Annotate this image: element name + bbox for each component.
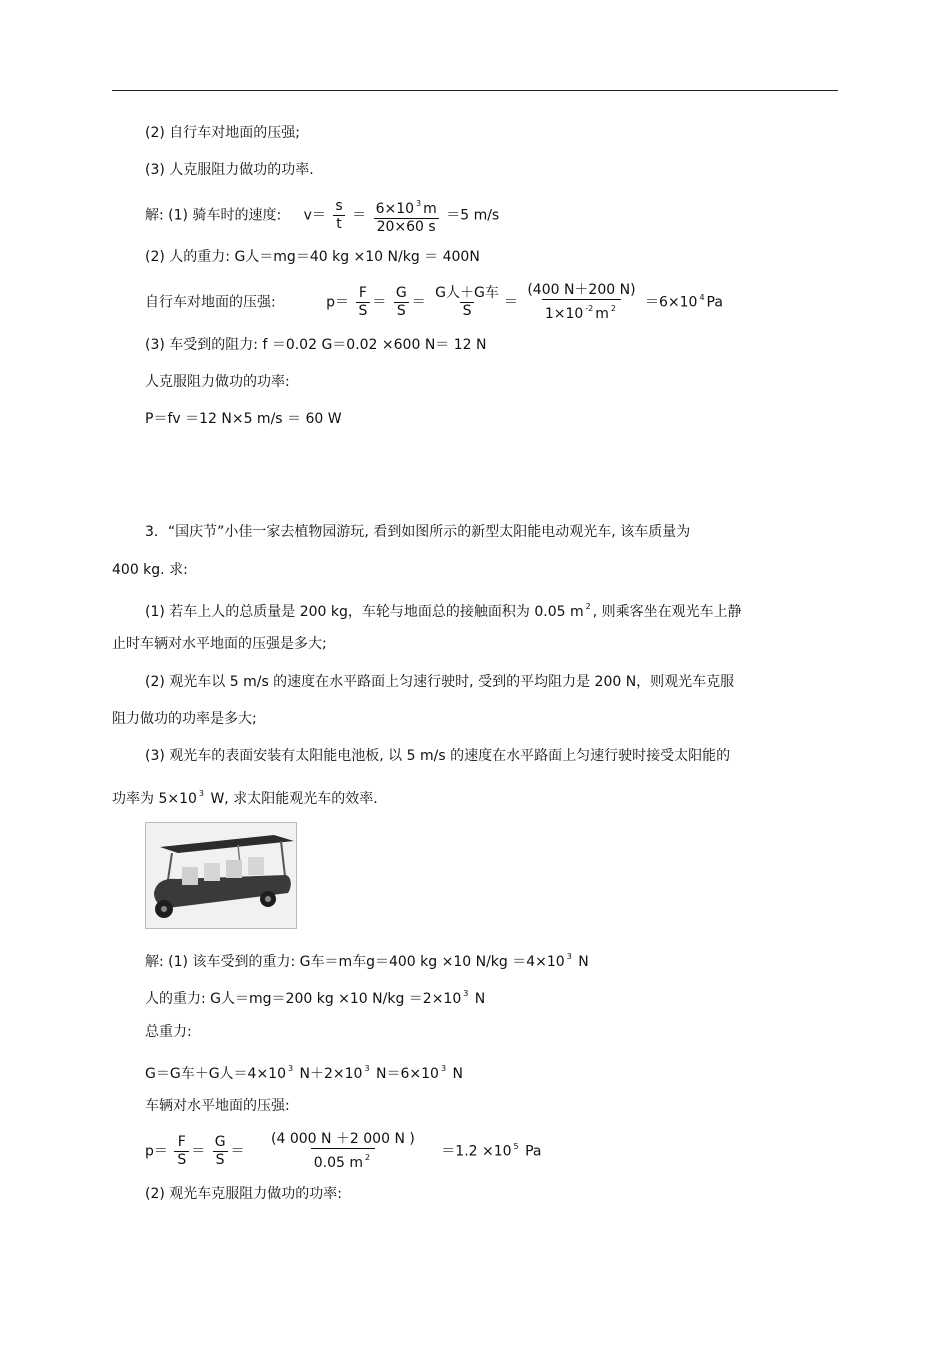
sol3-car-weight: 解: (1) 该车受到的重力: G车＝m车g＝400 kg ×10 N/kg ＝4×10 $^3$ N bbox=[145, 952, 589, 970]
sol3-total-label: 总重力: bbox=[145, 1024, 192, 1040]
solar-cart-image bbox=[145, 822, 297, 929]
sol2-power-label: 人克服阻力做功的功率: bbox=[145, 374, 290, 390]
sol3-pressure-label: 车辆对水平地面的压强: bbox=[145, 1098, 290, 1114]
fraction-gsum-s: $\frac{\text{G人＋G车}}{S}$ bbox=[435, 285, 499, 319]
sol3-total: G＝G车＋G人＝4×10 $^3$ N＋2×10 $^3$ N＝6×10 $^3$ N bbox=[145, 1064, 463, 1082]
speed-result: ＝5 m/s bbox=[446, 207, 500, 224]
sol2-speed-line: 解: (1) 骑车时的速度: v＝ $\frac{s}{t}$ ＝ $\frac{6\times 10 ^3 m}{20\times 60 s}$ ＝5 m/s bbox=[145, 195, 499, 236]
fraction-f-s: $\frac{F}{S}$ bbox=[356, 285, 371, 320]
q3-intro-a: 3．“国庆节”小佳一家去植物园游玩, 看到如图所示的新型太阳能电动观光车, 该车质量为 bbox=[145, 524, 691, 540]
sol3-power-label: (2) 观光车克服阻力做功的功率: bbox=[145, 1186, 342, 1202]
sol2-pressure-line: 自行车对地面的压强: p＝ $\frac{F}{S}$ ＝ $\frac{G}{S}$ ＝ $\frac{\text{G人＋G车}}{S}$ ＝ $\frac{(400 N+200 N)}{1\times 10 ^{-2} m ^2}$ ＝6×10 $^4$ Pa bbox=[145, 282, 723, 322]
q3-intro-b: 400 kg. 求: bbox=[112, 562, 188, 578]
sol2-friction: (3) 车受到的阻力: f ＝0.02 G＝0.02 ×600 N＝ 12 N bbox=[145, 337, 487, 353]
fraction-pressure-2: $\frac{(4 000 N +2 000 N )}{0.05 m ^2}$ bbox=[271, 1131, 415, 1171]
q2-part3: (3) 人克服阻力做功的功率. bbox=[145, 162, 314, 178]
q3-part1a: (1) 若车上人的总质量是 200 kg，车轮与地面总的接触面积为 0.05 m $^2$ , 则乘客坐在观光车上静 bbox=[145, 602, 742, 620]
q3-part2b: 阻力做功的功率是多大; bbox=[112, 711, 257, 727]
q2-part2: (2) 自行车对地面的压强; bbox=[145, 125, 300, 141]
fraction-g-s-2: $\frac{G}{S}$ bbox=[212, 1134, 229, 1169]
q3-part2a: (2) 观光车以 5 m/s 的速度在水平路面上匀速行驶时, 受到的平均阻力是 200 N，则观光车克服 bbox=[145, 674, 735, 690]
q3-part3a: (3) 观光车的表面安装有太阳能电池板, 以 5 m/s 的速度在水平路面上匀速行驶时接受太阳能的 bbox=[145, 748, 731, 764]
sol3-person-weight: 人的重力: G人＝mg＝200 kg ×10 N/kg ＝2×10 $^3$ N bbox=[145, 989, 486, 1007]
sol3-pressure-line: p＝ $\frac{F}{S}$ ＝ $\frac{G}{S}$ ＝ $\frac{(4 000 N +2 000 N )}{0.05 m ^2}$ ＝1.2 ×10 $^5$ Pa bbox=[145, 1131, 542, 1171]
q3-part1b: 止时车辆对水平地面的压强是多大; bbox=[112, 636, 327, 652]
fraction-pressure: $\frac{(400 N+200 N)}{1\times 10 ^{-2} m ^2}$ bbox=[527, 282, 636, 322]
fraction-distance-time: $\frac{6\times 10 ^3 m}{20\times 60 s}$ bbox=[375, 199, 437, 235]
fraction-g-s: $\frac{G}{S}$ bbox=[393, 285, 410, 320]
sol2-power: P＝fv ＝12 N×5 m/s ＝ 60 W bbox=[145, 411, 342, 427]
q3-part3b: 功率为 5×10 $^3$ W, 求太阳能观光车的效率. bbox=[112, 789, 378, 807]
fraction-f-s-2: $\frac{F}{S}$ bbox=[174, 1134, 189, 1169]
fraction-s-t: $\frac{s}{t}$ bbox=[332, 198, 345, 233]
speed-label: 解: (1) 骑车时的速度: bbox=[145, 207, 282, 224]
sol2-weight: (2) 人的重力: G人＝mg＝40 kg ×10 N/kg ＝ 400N bbox=[145, 249, 480, 265]
header-rule bbox=[112, 90, 838, 91]
